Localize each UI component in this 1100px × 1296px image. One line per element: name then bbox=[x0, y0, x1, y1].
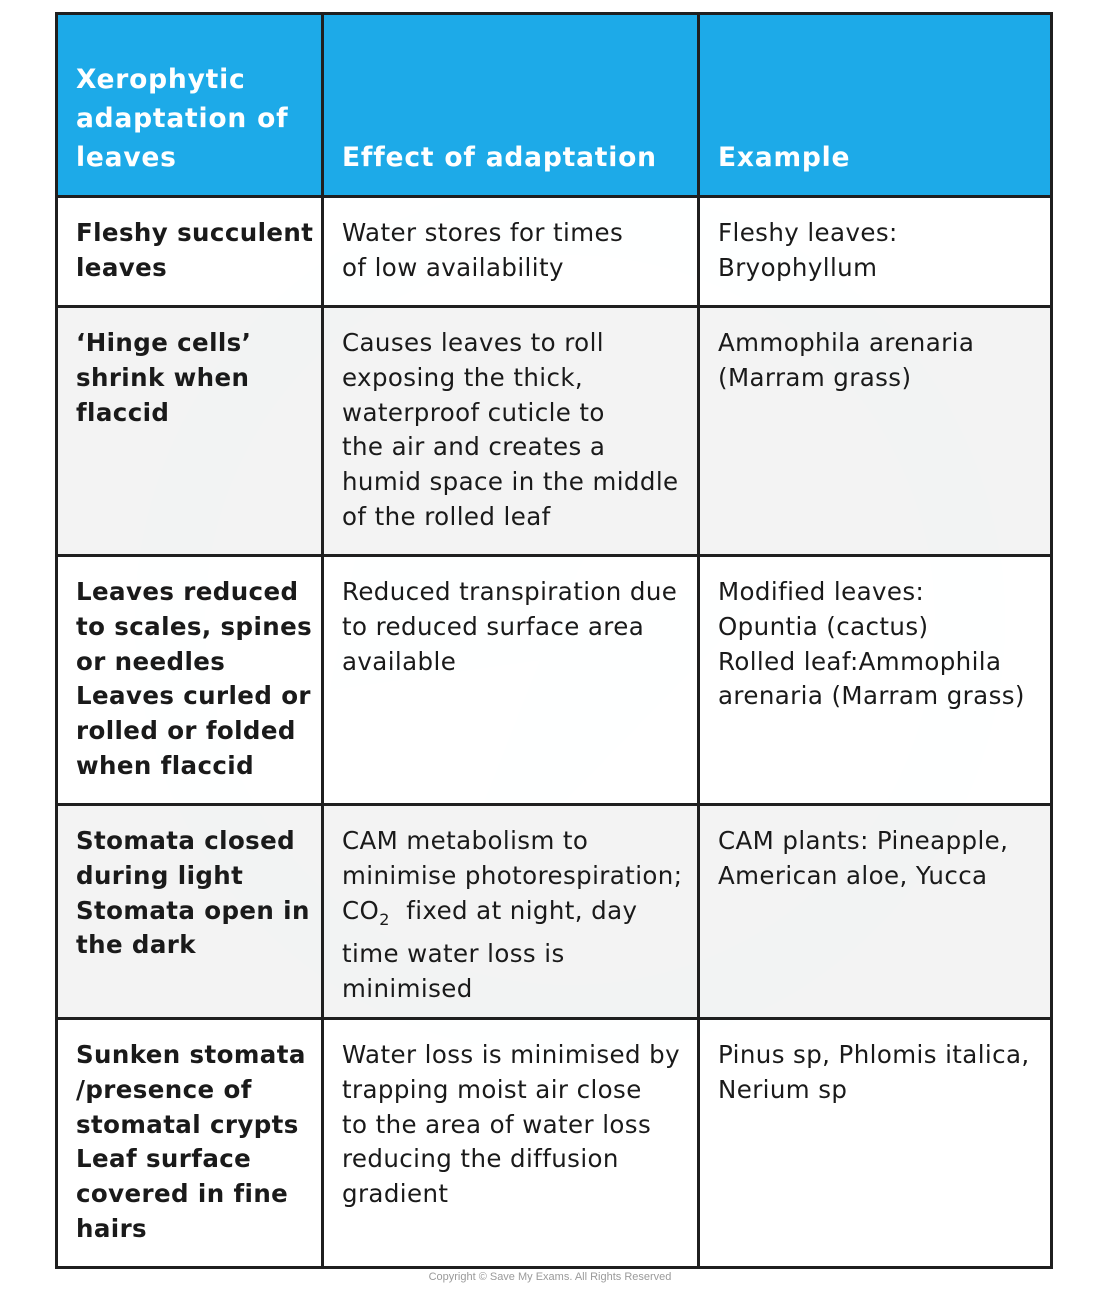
cell-line: Leaves curled or bbox=[76, 681, 311, 711]
example-cell bbox=[699, 556, 1052, 805]
cell-line: of low availability bbox=[342, 252, 564, 282]
effect-cell bbox=[323, 1019, 699, 1268]
cell-line: waterproof cuticle to bbox=[342, 397, 605, 427]
co2-subscript: 2 bbox=[379, 909, 390, 929]
adaptation-cell bbox=[57, 1019, 323, 1268]
cell-line: time water loss is bbox=[342, 939, 565, 969]
header-line: adaptation of bbox=[76, 103, 289, 134]
header-row bbox=[57, 14, 1052, 197]
cell-line: when flaccid bbox=[76, 750, 255, 780]
adaptation-cell bbox=[57, 805, 323, 1019]
cell-line: the air and creates a bbox=[342, 432, 606, 462]
example-cell bbox=[699, 307, 1052, 556]
cell-line: rolled or folded bbox=[76, 716, 296, 746]
cell-line: Modified leaves: bbox=[718, 577, 925, 606]
copyright-notice: Copyright © Save My Exams. All Rights Reserved bbox=[428, 1271, 672, 1283]
effect-cell bbox=[323, 307, 699, 556]
cell-line: available bbox=[342, 646, 457, 676]
cell-line: the dark bbox=[76, 930, 196, 960]
header-effect bbox=[323, 14, 699, 197]
cell-line: covered in fine bbox=[76, 1179, 289, 1209]
cell-line: stomatal crypts bbox=[76, 1109, 299, 1139]
cell-line: Nerium sp bbox=[718, 1074, 848, 1104]
cell-line: Opuntia (cactus) bbox=[718, 611, 929, 641]
cell-line: Reduced transpiration due bbox=[342, 577, 678, 606]
table-row bbox=[57, 805, 1052, 1019]
header-adaptation bbox=[57, 14, 323, 197]
cell-line: Causes leaves to roll bbox=[342, 328, 604, 357]
header-line: Xerophytic bbox=[76, 64, 246, 95]
example-cell bbox=[699, 1019, 1052, 1268]
cell-line: Stomata closed bbox=[76, 826, 296, 855]
cell-line: CAM metabolism to bbox=[342, 826, 589, 855]
cell-line: or needles bbox=[76, 646, 226, 676]
table-row bbox=[57, 1019, 1052, 1268]
header-example bbox=[699, 14, 1052, 197]
cell-line bbox=[342, 894, 681, 938]
cell-line: leaves bbox=[76, 252, 168, 282]
cell-line: humid space in the middle bbox=[342, 467, 679, 497]
cell-line: (Marram grass) bbox=[718, 362, 912, 392]
cell-line: gradient bbox=[342, 1179, 449, 1209]
cell-line: to scales, spines bbox=[76, 611, 313, 641]
cell-line: CAM plants: Pineapple, bbox=[718, 826, 1009, 855]
cell-line: minimised bbox=[342, 974, 473, 1004]
cell-line: during light bbox=[76, 860, 244, 890]
cell-line: Water loss is minimised by bbox=[342, 1040, 680, 1069]
adaptation-cell bbox=[57, 556, 323, 805]
cell-line: Sunken stomata bbox=[76, 1040, 306, 1069]
cell-line: trapping moist air close bbox=[342, 1074, 642, 1104]
adaptation-cell bbox=[57, 307, 323, 556]
cell-line: of the rolled leaf bbox=[342, 501, 551, 531]
cell-line: Water stores for times bbox=[342, 218, 624, 247]
adaptation-cell bbox=[57, 197, 323, 307]
co2-text: CO bbox=[342, 895, 380, 925]
effect-cell bbox=[323, 197, 699, 307]
cell-line: hairs bbox=[76, 1213, 148, 1243]
cell-line: flaccid bbox=[76, 397, 170, 427]
cell-line: Ammophila arenaria bbox=[718, 328, 975, 357]
effect-cell bbox=[323, 556, 699, 805]
table-row bbox=[57, 556, 1052, 805]
cell-line: Leaf surface bbox=[76, 1144, 252, 1174]
cell-line: Fleshy leaves: bbox=[718, 218, 898, 247]
cell-line: Pinus sp, Phlomis italica, bbox=[718, 1040, 1030, 1069]
cell-line: minimise photorespiration; bbox=[342, 860, 683, 890]
table-row bbox=[57, 197, 1052, 307]
header-line: Example bbox=[718, 142, 851, 173]
adaptations-table bbox=[55, 12, 1053, 1269]
cell-line: to reduced surface area bbox=[342, 611, 645, 641]
cell-line: Stomata open in bbox=[76, 895, 310, 925]
cell-line: exposing the thick, bbox=[342, 362, 584, 392]
co2-rest: fixed at night, day bbox=[406, 895, 638, 925]
header-line: Effect of adaptation bbox=[342, 142, 657, 173]
table-row bbox=[57, 307, 1052, 556]
cell-line: arenaria (Marram grass) bbox=[718, 681, 1025, 711]
example-cell bbox=[699, 805, 1052, 1019]
cell-line: Fleshy succulent bbox=[76, 218, 314, 247]
cell-line: American aloe, Yucca bbox=[718, 860, 988, 890]
example-cell bbox=[699, 197, 1052, 307]
cell-line: shrink when bbox=[76, 362, 250, 392]
cell-line: Rolled leaf:Ammophila bbox=[718, 646, 1002, 676]
cell-line: Leaves reduced bbox=[76, 577, 299, 606]
cell-line: /presence of bbox=[76, 1074, 252, 1104]
cell-line: ‘Hinge cells’ bbox=[76, 328, 252, 357]
cell-line: to the area of water loss bbox=[342, 1109, 652, 1139]
header-line: leaves bbox=[76, 142, 177, 173]
effect-cell bbox=[323, 805, 699, 1019]
cell-line: Bryophyllum bbox=[718, 252, 878, 282]
cell-line: reducing the diffusion bbox=[342, 1144, 619, 1174]
